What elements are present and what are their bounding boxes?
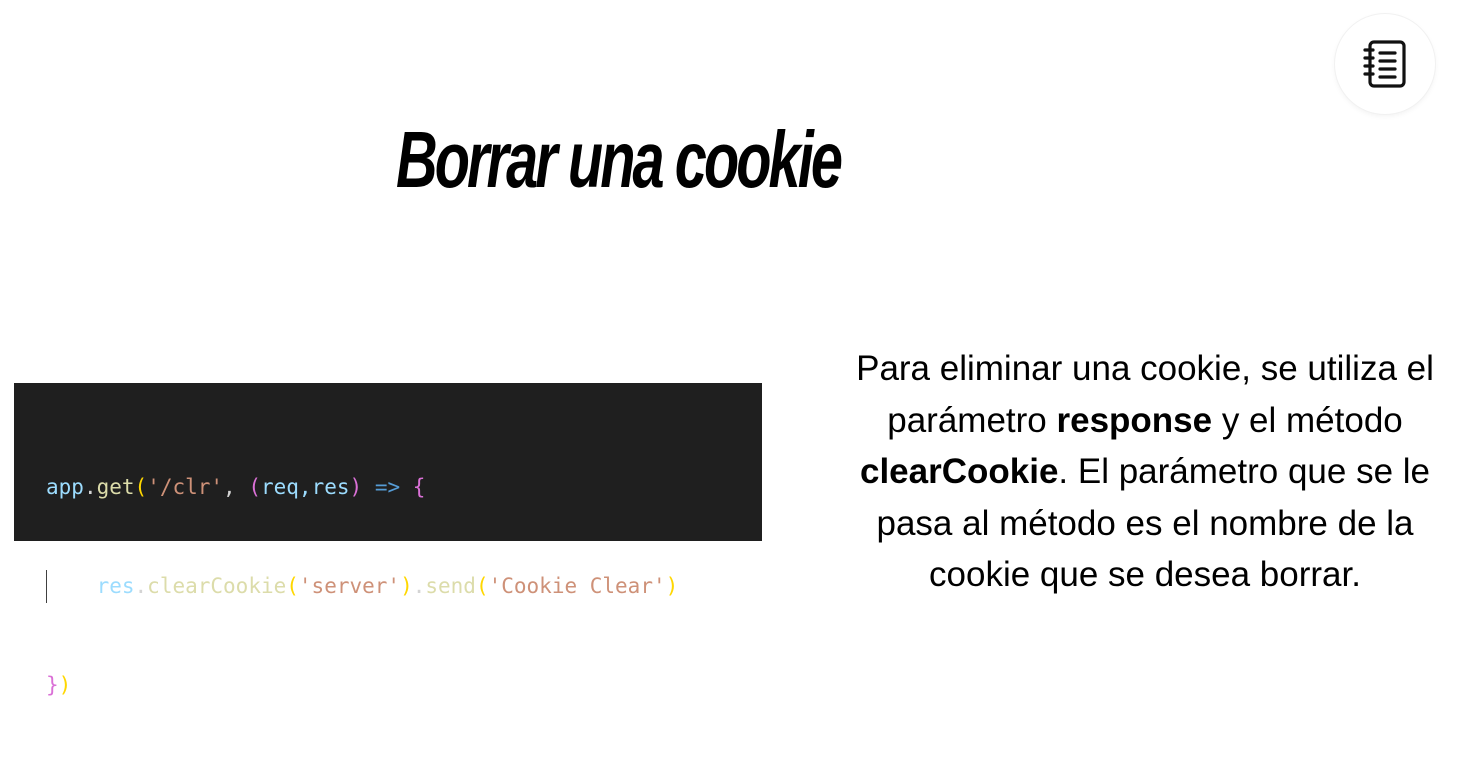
indent-guide xyxy=(46,570,47,603)
code-token: , xyxy=(223,475,249,499)
code-line-1 xyxy=(46,471,762,504)
description-text xyxy=(830,343,1460,601)
code-token: clearCookie xyxy=(147,574,287,598)
code-token: '/clr' xyxy=(147,475,224,499)
code-line-3 xyxy=(46,669,762,702)
code-token: ) xyxy=(349,475,363,499)
code-token: . xyxy=(412,574,426,598)
code-token: app xyxy=(46,475,84,499)
code-token: { xyxy=(412,475,426,499)
code-token: send xyxy=(425,574,476,598)
slide-title: Borrar una cookie xyxy=(396,115,840,204)
code-token: ( xyxy=(286,574,299,598)
code-token: } xyxy=(46,673,59,697)
code-token: req,res xyxy=(261,475,350,499)
code-token: ( xyxy=(134,475,148,499)
description-bold-response: response xyxy=(1056,400,1213,440)
code-token: . xyxy=(134,574,148,598)
code-token: ( xyxy=(475,574,489,598)
code-token: 'Cookie Clear' xyxy=(488,574,666,598)
code-token: 'server' xyxy=(298,574,401,598)
code-token: . xyxy=(83,475,97,499)
code-line-2 xyxy=(46,570,762,603)
description-bold-clearcookie: clearCookie xyxy=(859,452,1059,491)
code-token: ) xyxy=(58,673,72,697)
code-token: res xyxy=(96,574,135,598)
description-part: y el método xyxy=(1212,400,1403,440)
code-token xyxy=(46,574,97,598)
code-token: ( xyxy=(248,475,261,499)
code-token: ) xyxy=(665,574,679,598)
description-part: . El parámetro que se le pasa al método es el nombre de la cookie que se desea borrar. xyxy=(876,452,1431,594)
notes-button[interactable] xyxy=(1335,14,1435,114)
description-part: Para eliminar una cookie, se utiliza el parámetro xyxy=(856,349,1434,440)
code-screenshot xyxy=(14,383,762,697)
code-token: => xyxy=(362,475,413,499)
notebook-icon xyxy=(1362,39,1408,89)
code-token: ) xyxy=(400,574,413,598)
code-token: get xyxy=(96,475,135,499)
